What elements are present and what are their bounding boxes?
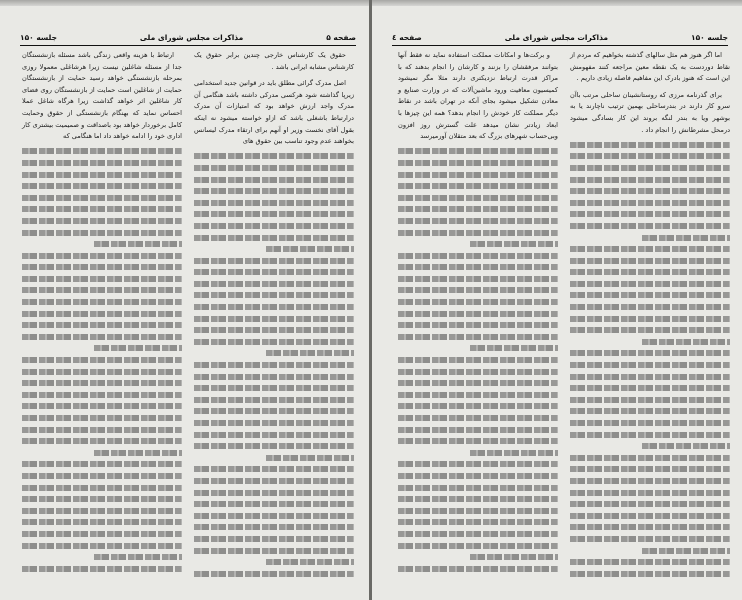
text-line — [22, 392, 182, 398]
text-line — [570, 385, 730, 391]
text-line — [22, 461, 182, 467]
text-line — [22, 322, 182, 328]
text-column-left — [398, 50, 558, 577]
text-line — [398, 287, 558, 293]
text-line — [570, 432, 730, 438]
text-line — [194, 548, 354, 554]
text-line — [194, 478, 354, 484]
text-line — [398, 461, 558, 467]
text-line — [194, 153, 354, 159]
text-line — [398, 299, 558, 305]
text-line — [570, 165, 730, 171]
text-line — [570, 466, 730, 472]
text-line — [570, 362, 730, 368]
text-column-right — [570, 50, 730, 582]
text-line — [398, 485, 558, 491]
text-line — [570, 292, 730, 298]
text-line — [194, 490, 354, 496]
text-line — [570, 374, 730, 380]
text-line — [398, 230, 558, 236]
text-line — [22, 253, 182, 259]
text-line — [570, 142, 730, 148]
text-line — [398, 392, 558, 398]
text-line — [22, 519, 182, 525]
text-line — [398, 357, 558, 363]
text-line — [22, 276, 182, 282]
text-line — [266, 559, 354, 565]
page-number: صفحه ۵ — [326, 32, 356, 42]
text-column-left — [22, 50, 182, 577]
text-line — [194, 443, 354, 449]
text-line — [398, 195, 558, 201]
session-number: جلسه ۱۵۰ — [20, 32, 57, 42]
text-line — [194, 165, 354, 171]
text-line — [398, 519, 558, 525]
text-line — [22, 160, 182, 166]
text-line — [22, 427, 182, 433]
text-line — [22, 218, 182, 224]
text-line — [398, 566, 558, 572]
right-page — [372, 0, 742, 600]
page-header — [392, 31, 728, 46]
session-number: جلسه ۱۵۰ — [691, 32, 728, 42]
text-line — [570, 490, 730, 496]
text-line — [570, 211, 730, 217]
text-line — [194, 466, 354, 472]
text-line — [398, 334, 558, 340]
text-line — [398, 403, 558, 409]
text-line — [398, 311, 558, 317]
text-line — [398, 183, 558, 189]
text-line — [398, 415, 558, 421]
text-line — [266, 246, 354, 252]
text-line — [470, 345, 558, 351]
text-line — [398, 148, 558, 154]
text-line — [22, 380, 182, 386]
text-line — [194, 362, 354, 368]
text-line — [22, 264, 182, 270]
text-line — [194, 235, 354, 241]
text-line — [470, 241, 558, 247]
text-line — [94, 345, 182, 351]
text-line — [22, 299, 182, 305]
text-line — [470, 554, 558, 560]
text-line — [570, 571, 730, 577]
text-line — [194, 339, 354, 345]
text-line — [398, 160, 558, 166]
illegible-text-lines — [194, 153, 354, 576]
text-line — [570, 269, 730, 275]
text-line — [398, 264, 558, 270]
text-line — [570, 536, 730, 542]
text-line — [22, 148, 182, 154]
text-line — [22, 369, 182, 375]
text-line — [22, 508, 182, 514]
text-line — [194, 327, 354, 333]
text-line — [194, 281, 354, 287]
text-line — [398, 276, 558, 282]
text-line — [570, 397, 730, 403]
text-line — [194, 177, 354, 183]
text-line — [194, 223, 354, 229]
text-line — [570, 478, 730, 484]
text-line — [194, 397, 354, 403]
text-line — [94, 450, 182, 456]
text-line — [642, 443, 730, 449]
text-line — [194, 420, 354, 426]
scan-edge — [0, 0, 370, 6]
text-line — [398, 496, 558, 502]
page-number: صفحه ٤ — [392, 32, 422, 42]
text-line — [194, 292, 354, 298]
text-line — [398, 369, 558, 375]
text-line — [22, 357, 182, 363]
text-line — [570, 559, 730, 565]
text-line — [570, 304, 730, 310]
text-line — [22, 438, 182, 444]
publication-title: مذاکرات مجلس شورای ملی — [504, 32, 609, 42]
text-line — [194, 501, 354, 507]
text-line — [194, 211, 354, 217]
paragraph: حقوق یک کارشناس خارجی چندین برابر حقوق یک کارشناس مشابه ایرانی باشد . — [194, 51, 354, 71]
paragraph: اصل مدرک گرائی مطلق باید در قوانین جدید استخدامی زیرپا گذاشته شود هرکسی مدرکی داشته باشد هنگامی آن مدرک واجد ارزش خواهد بود که امتیازات آن مدرک درارتباط باشغلی باشد که ازاو خواسته میشود نه اینکه بقول آقای نخست وزیر او آنهم برای ارتقاء مدرک لیسانس بخواهند عدم وجود تناسب بین حقوق های — [194, 79, 354, 146]
text-line — [570, 258, 730, 264]
text-line — [194, 571, 354, 577]
text-line — [22, 195, 182, 201]
text-line — [570, 246, 730, 252]
text-line — [22, 311, 182, 317]
text-line — [470, 450, 558, 456]
text-line — [194, 304, 354, 310]
illegible-text-lines — [22, 148, 182, 571]
text-line — [398, 172, 558, 178]
text-line — [398, 508, 558, 514]
text-line — [570, 281, 730, 287]
scan-edge — [372, 0, 742, 6]
text-line — [398, 543, 558, 549]
text-line — [22, 287, 182, 293]
text-line — [398, 218, 558, 224]
text-line — [398, 322, 558, 328]
text-line — [398, 427, 558, 433]
text-line — [194, 188, 354, 194]
text-line — [570, 501, 730, 507]
text-line — [570, 455, 730, 461]
text-line — [22, 566, 182, 572]
text-line — [194, 269, 354, 275]
text-line — [194, 385, 354, 391]
text-line — [194, 513, 354, 519]
text-line — [642, 548, 730, 554]
publication-title: مذاکرات مجلس شورای ملی — [139, 32, 244, 42]
paragraph: ارتباط با هزینه واقعی زندگی باشد مسئله بازنشستگان جدا از مسئله شاغلین نیست زیرا هرشاغلی معمولا روزی بمرحله بازنشستگی خواهد رسید حمایت از بازنشستگان حمایت از شاغلین است حمایت از بازنشستگان روی فضای کار شاغلین اثر خواهد گذاشت زیرا هرگاه شاغل عملا احساس نماید که بهنگام بازنشستگی از حقوق وحمایت کامل برخوردار خواهد بود باصداقت و صمیمیت بیشتری کار اداری خود را ادامه خواهد داد اما هنگامی که — [22, 51, 182, 141]
text-line — [22, 334, 182, 340]
illegible-text-lines — [570, 142, 730, 577]
paragraph: و برکت‌ها و امکانات مملکت استفاده نماید نه فقط آنها بتوانند مرفقشان را بزنند و کارشان را انجام بدهند که با مراکز قدرت ارتباط نزدیکتری دارند مثلا مگر نمیشود کمیسیون معافیت ورود ماشین‌آلات که در وزارت صنایع و معادن تشکیل میشود بجای آنکه در تهران باشد در نقاط دیگر مملکت کار خودش را انجام بدهد؟ همه این چیزها با ابعاد زیادتر نشان میدهد علت گسترش روز افزون وبی‌حساب شهرهای بزرگ که بعد متقلان آورمیرسد — [398, 51, 558, 141]
text-line — [94, 554, 182, 560]
text-line — [194, 432, 354, 438]
text-line — [570, 177, 730, 183]
text-column-right — [194, 50, 354, 582]
page-header — [20, 31, 356, 46]
text-line — [22, 496, 182, 502]
text-line — [570, 223, 730, 229]
left-page — [0, 0, 370, 600]
paragraph: اما اگر هنوز هم مثل سالهای گذشته بخواهیم که مردم از نقاط دوردست به یک نقطه معین مراجعه کنند مفهومش این است که هنوز بادرک این مفاهیم فاصله زیادی داریم . — [570, 51, 730, 83]
text-line — [570, 316, 730, 322]
text-line — [22, 183, 182, 189]
text-line — [22, 415, 182, 421]
text-line — [266, 350, 354, 356]
text-line — [570, 327, 730, 333]
text-line — [22, 543, 182, 549]
text-line — [22, 172, 182, 178]
text-line — [194, 536, 354, 542]
illegible-text-lines — [398, 148, 558, 571]
text-line — [22, 403, 182, 409]
text-line — [570, 408, 730, 414]
paragraph: برای گذرنامه مرزی که روستانشینان ساحلی مرتب باآن سرو کار دارند در بندرساحلی بهمین ترتیب ناچارند یا به بوشهر ویا به بندر لنگه بروند این کار بسادگی میشود درمحل مشرطانش را انجام داد . — [570, 90, 730, 134]
text-line — [194, 200, 354, 206]
text-line — [194, 258, 354, 264]
text-line — [398, 380, 558, 386]
text-line — [570, 350, 730, 356]
text-line — [22, 531, 182, 537]
text-line — [398, 206, 558, 212]
text-line — [642, 339, 730, 345]
text-line — [22, 473, 182, 479]
text-line — [398, 253, 558, 259]
text-line — [398, 531, 558, 537]
text-line — [570, 188, 730, 194]
text-line — [398, 438, 558, 444]
text-line — [22, 230, 182, 236]
text-line — [194, 374, 354, 380]
text-line — [194, 408, 354, 414]
text-line — [570, 524, 730, 530]
text-line — [570, 513, 730, 519]
text-line — [94, 241, 182, 247]
text-line — [22, 485, 182, 491]
text-line — [22, 206, 182, 212]
text-line — [398, 473, 558, 479]
text-line — [194, 524, 354, 530]
text-line — [570, 420, 730, 426]
text-line — [642, 235, 730, 241]
text-line — [266, 455, 354, 461]
text-line — [570, 153, 730, 159]
text-line — [570, 200, 730, 206]
text-line — [194, 316, 354, 322]
